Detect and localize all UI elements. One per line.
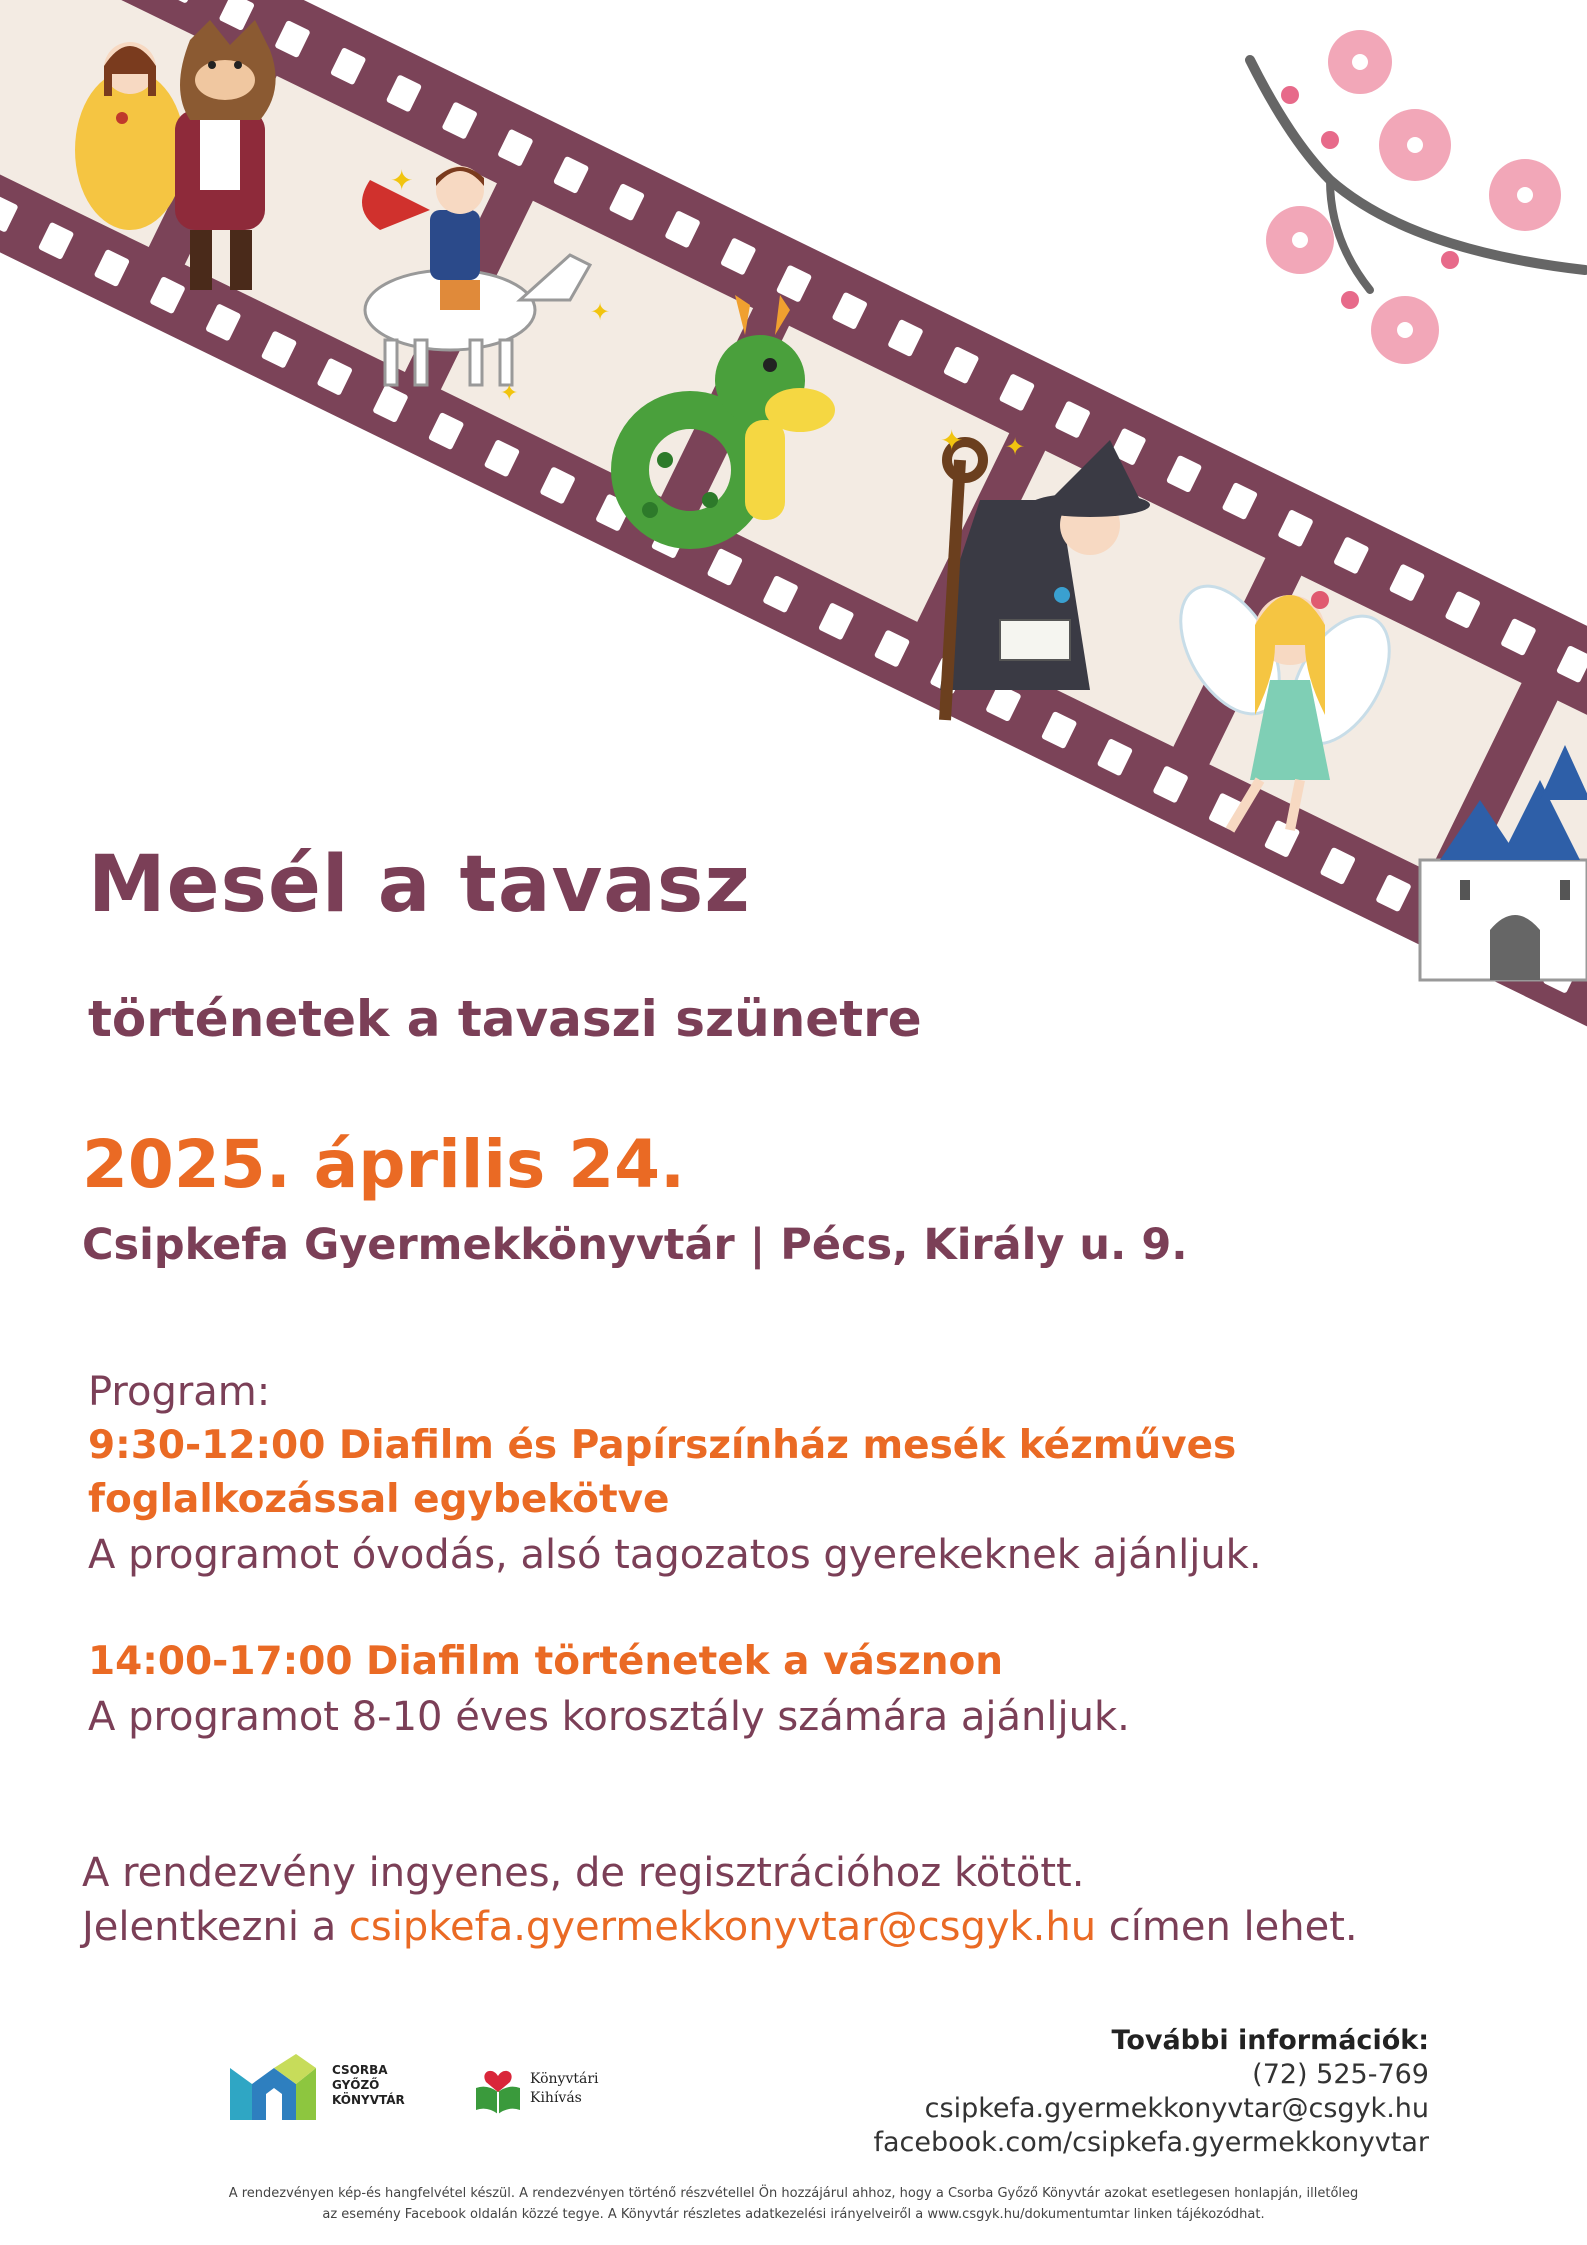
csorba-logo-mark-icon [230,2054,316,2120]
registration-line2 [82,1900,1552,1954]
csorba-logo-text: CSORBA GYŐZŐ KÖNYVTÁR [332,2063,405,2107]
konyvtari-kihivas-logo [474,2060,644,2116]
contact-email[interactable]: csipkefa.gyermekkonyvtar@csgyk.hu [924,2093,1429,2124]
csorba-gyozo-konyvtar-logo [230,2054,410,2120]
registration-prefix: Jelentkezni a [82,1904,349,1950]
svg-text:✦: ✦ [1005,433,1026,461]
cherry-blossom-branch [1250,30,1585,364]
svg-text:✦: ✦ [390,164,414,197]
registration-line1: A rendezvény ingyenes, de regisztrációhoz kötött. [82,1850,1085,1896]
svg-text:✦: ✦ [500,381,519,406]
event-subtitle: történetek a tavaszi szünetre [88,990,922,1048]
program-slot-1-title-line2: foglalkozással egybekötve [88,1477,670,1522]
footer-disclaimer [0,2183,1587,2225]
footer-line1: A rendezvényen kép-és hangfelvétel készül. A rendezvényen történő részvétellel Ön hozzájárul ahhoz, hogy a Csorba Győző Könyvtár azokat esetlegesen honlapján, illetőleg [228,2186,1359,2201]
contact-facebook[interactable]: facebook.com/csipkefa.gyermekkonyvtar [873,2127,1429,2158]
svg-text:✦: ✦ [590,298,611,326]
registration-info [82,1846,1552,1954]
event-title: Mesél a tavasz [88,840,751,930]
event-date: 2025. április 24. [82,1126,686,1203]
contact-phone[interactable]: (72) 525-769 [1252,2059,1429,2090]
program-label: Program: [88,1369,271,1415]
program-slot-1-title-line1: 9:30-12:00 Diafilm és Papírszínház mesék kézműves [88,1423,1237,1468]
program-section [88,1365,1538,1745]
book-heart-icon [474,2060,522,2116]
registration-suffix: címen lehet. [1096,1904,1358,1950]
contact-heading: További információk: [1111,2025,1429,2056]
program-slot-1-note: A programot óvodás, alsó tagozatos gyerekeknek ajánljuk. [88,1532,1262,1578]
footer-line2: az esemény Facebook oldalán közzé tegye. A Könyvtár részletes adatkezelési irányelveiről a www.csgyk.hu/dokumentumtar linken tájékozódhat. [322,2207,1265,2222]
konyvtari-kihivas-text: Könyvtári Kihívás [530,2071,599,2106]
event-venue: Csipkefa Gyermekkönyvtár | Pécs, Király u. 9. [82,1220,1188,1270]
contact-info [873,2024,1429,2160]
program-slot-2-note: A programot 8-10 éves korosztály számára ajánljuk. [88,1694,1130,1740]
program-slot-2-title: 14:00-17:00 Diafilm történetek a vásznon [88,1639,1004,1684]
registration-email-link[interactable]: csipkefa.gyermekkonyvtar@csgyk.hu [348,1904,1097,1950]
svg-text:✦: ✦ [940,424,964,457]
